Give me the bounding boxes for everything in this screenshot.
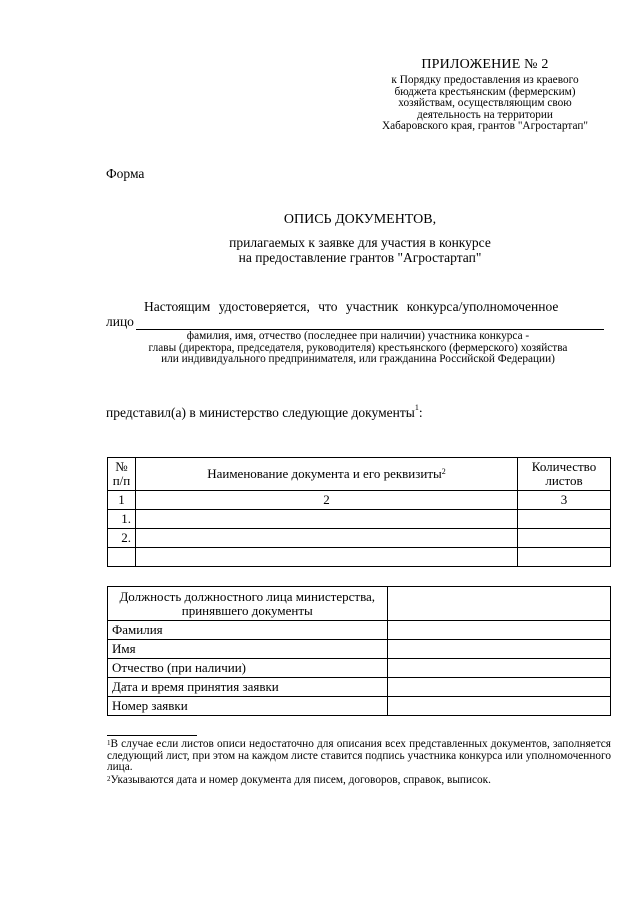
officer-field-label: Фамилия (108, 621, 388, 640)
appendix-line: Хабаровского края, грантов "Агростартап" (381, 120, 588, 132)
sheets-cell[interactable] (518, 510, 611, 529)
table-row (108, 529, 611, 548)
documents-table-header (108, 458, 611, 491)
table-row (108, 640, 611, 659)
column-number: 2 (135, 491, 517, 510)
row-number: 1. (108, 510, 136, 529)
table-row (108, 548, 611, 567)
officer-field-value[interactable] (387, 697, 610, 716)
presented-colon: : (418, 405, 423, 420)
table-row (108, 510, 611, 529)
footnote-text: Указываются дата и номер документа для писем, договоров, справок, выписок. (110, 774, 491, 786)
officer-field-label: Дата и время принятия заявки (108, 678, 388, 697)
footnote-2 (107, 775, 611, 787)
person-label: лицо (106, 314, 134, 329)
appendix-reference (360, 75, 610, 133)
table-row (108, 659, 611, 678)
table-row (108, 678, 611, 697)
appendix-block (360, 57, 610, 133)
appendix-line: бюджета крестьянским (фермерским) (394, 85, 576, 98)
column-number: 3 (518, 491, 611, 510)
header-document-name-text: Наименование документа и его реквизиты (207, 466, 442, 481)
document-name-cell[interactable] (135, 510, 517, 529)
officer-field-value[interactable] (387, 621, 610, 640)
appendix-title: ПРИЛОЖЕНИЕ № 2 (421, 57, 549, 72)
sheets-cell[interactable] (518, 548, 611, 567)
footnote-marker: 2 (107, 775, 111, 783)
sheets-cell[interactable] (518, 529, 611, 548)
officer-field-label: Номер заявки (108, 697, 388, 716)
header-number: № п/п (108, 458, 136, 491)
subtitle-line: на предоставление грантов "Агростартап" (238, 250, 482, 265)
table-row (108, 621, 611, 640)
appendix-line: хозяйствам, осуществляющим свою (398, 97, 572, 109)
document-name-cell[interactable] (135, 548, 517, 567)
subtitle-line: прилагаемых к заявке для участия в конкурсе (229, 235, 491, 250)
caption-line: главы (директора, председателя, руководителя) крестьянского (фермерского) хозяйства (148, 341, 568, 354)
certify-text: Настоящим удостоверяется, что участник конкурса/уполномоченное (144, 299, 559, 314)
header-document-name (135, 458, 517, 491)
person-caption (106, 331, 610, 366)
caption-line: фамилия, имя, отчество (последнее при наличии) участника конкурса - (186, 330, 530, 342)
row-number: 2. (108, 529, 136, 548)
officer-position-value[interactable] (387, 587, 610, 621)
officer-field-label: Имя (108, 640, 388, 659)
documents-table (107, 457, 611, 567)
appendix-line: деятельность на территории (417, 108, 553, 121)
document-name-cell[interactable] (135, 529, 517, 548)
appendix-line: к Порядку предоставления из краевого (391, 74, 579, 86)
header-sheets: Количество листов (518, 458, 611, 491)
footnote-1 (107, 739, 611, 774)
officer-field-value[interactable] (387, 678, 610, 697)
footnote-marker: 1 (107, 739, 111, 747)
officer-table (107, 586, 611, 716)
officer-table-header (108, 587, 611, 621)
form-label: Форма (106, 166, 145, 181)
row-number (108, 548, 136, 567)
column-numbers-row (108, 491, 611, 510)
table-row (108, 697, 611, 716)
presented-label: представил(а) в министерство следующие документы (106, 405, 415, 420)
officer-field-label: Отчество (при наличии) (108, 659, 388, 678)
column-number: 1 (108, 491, 136, 510)
footnote-separator (107, 735, 197, 736)
officer-field-value[interactable] (387, 640, 610, 659)
document-title: ОПИСЬ ДОКУМЕНТОВ, (283, 212, 437, 227)
caption-line: или индивидуального предпринимателя, или гражданина Российской Федерации) (161, 353, 555, 365)
officer-position-label: Должность должностного лица министерства, принявшего документы (108, 587, 388, 621)
footnote-text: В случае если листов описи недостаточно для описания всех представленных документов, заполняется следующий лист, при этом на каждом листе ставится подпись участника конкурса или уполномоченного лица. (107, 738, 612, 773)
footnote-ref: 1 (414, 403, 419, 412)
document-subtitle (140, 235, 580, 265)
presented-text (106, 405, 423, 421)
officer-field-value[interactable] (387, 659, 610, 678)
footnote-ref: 2 (441, 467, 446, 476)
